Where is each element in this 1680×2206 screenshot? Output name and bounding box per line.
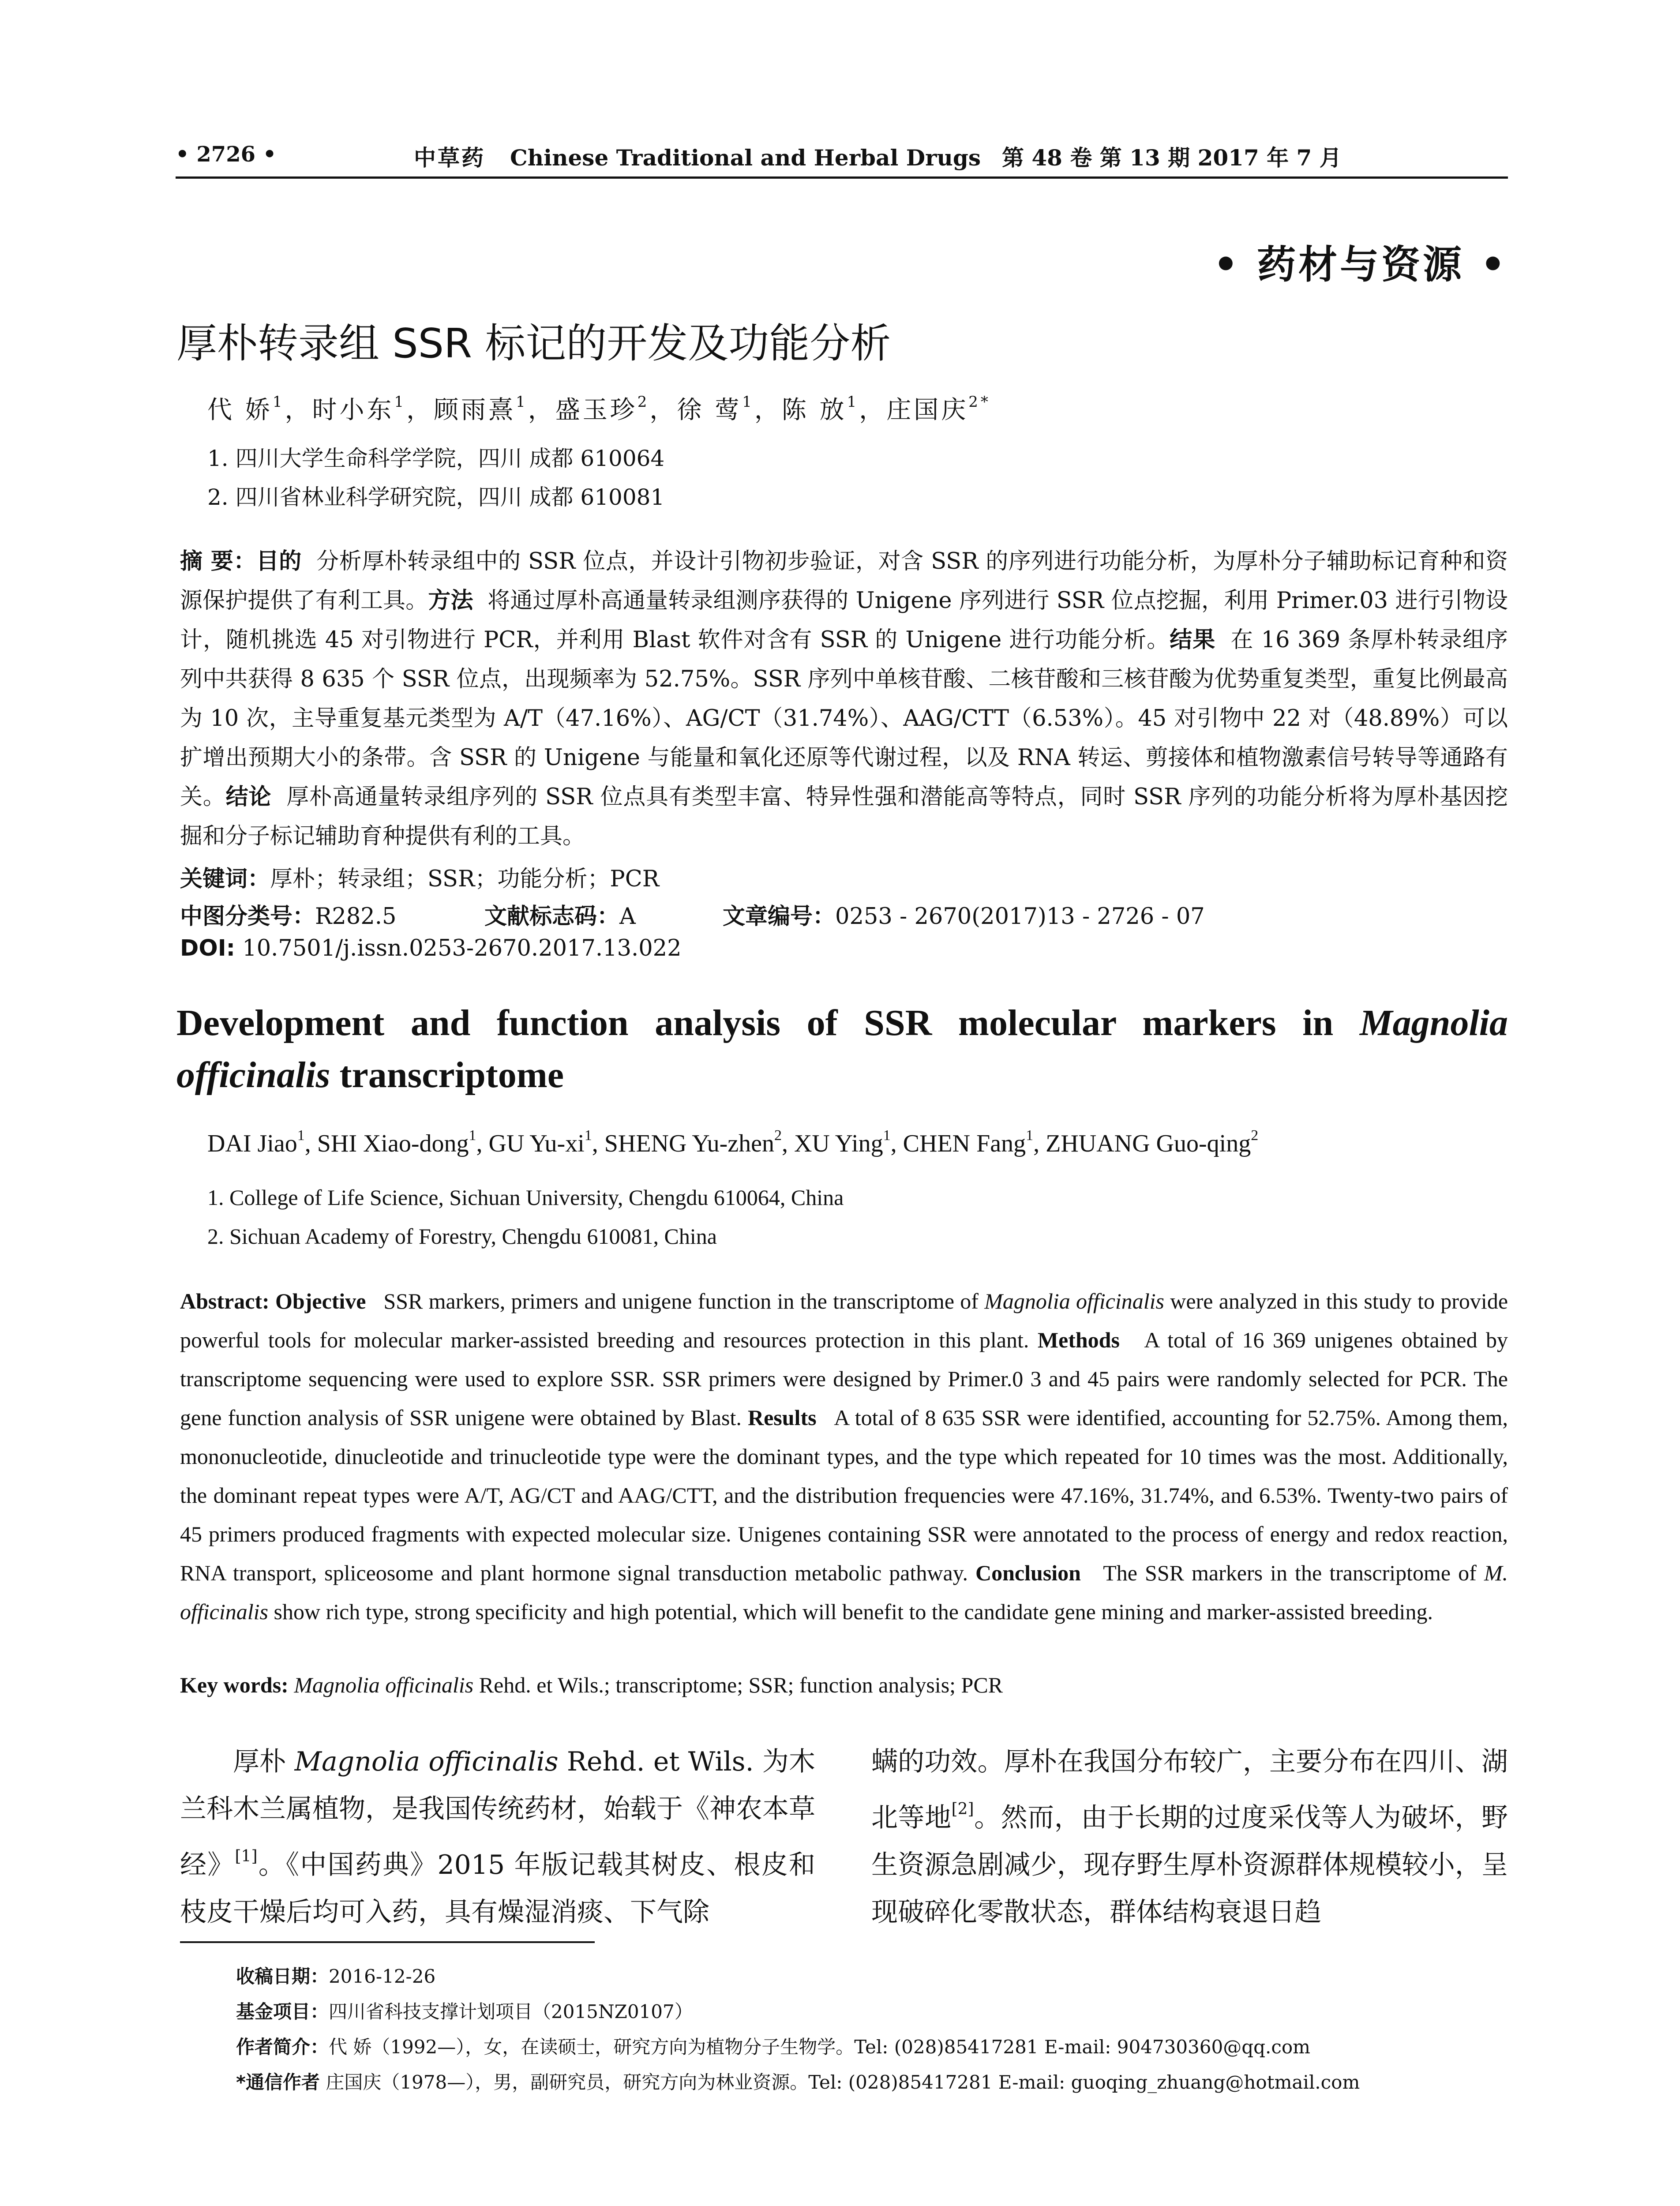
footnote-text: 代 娇（1992—），女，在读硕士，研究方向为植物分子生物学。Tel: (028)85417281 E-mail: 904730360@qq.com <box>329 2036 1310 2058</box>
author-aff: 2* <box>968 393 991 411</box>
author-zh: 盛玉珍 <box>555 396 638 424</box>
journal-line <box>414 140 1342 172</box>
author-en: ZHUANG Guo-qing <box>1046 1130 1251 1157</box>
abstract-en <box>180 1282 1508 1631</box>
authors-zh: 代 娇$^1$，时小东$^1$，顾雨熹$^1$，盛玉珍$^2$，徐 莺$^1$，陈 放$^1$，庄国庆$^{2*}$ <box>207 393 991 424</box>
footnote-text: 四川省科技支撑计划项目（2015NZ0107） <box>329 2001 693 2022</box>
page-number: • 2726 • <box>176 142 277 167</box>
author-aff: 2 <box>637 393 650 411</box>
keywords-text: 厚朴；转录组；SSR；功能分析；PCR <box>270 866 660 892</box>
title-en-part: Development and function analysis of SSR molecular markers in <box>176 1002 1360 1043</box>
results-label: Results <box>747 1405 817 1430</box>
author-aff: 2 <box>1251 1127 1259 1144</box>
conclusion-label: Conclusion <box>975 1561 1081 1585</box>
title-en <box>176 997 1508 1101</box>
running-header <box>176 140 1508 176</box>
article-no-label: 文章编号： <box>723 904 836 930</box>
results-text: 在 16 369 条厚朴转录组序列中共获得 8 635 个 SSR 位点，出现频率为 52.75%。SSR 序列中单核苷酸、二核苷酸和三核苷酸为优势重复类型，重复比例最高为 10 次，主导重复基元类型为 A/T（47.16%）、AG/CT（31.74%）、AAG/CTT（6.53%）。45 对引物中 22 对（48.89%）可以扩增出预期大小的条带。含 SSR 的 Unigene 与能量和氧化还原等代谢过程，以及 RNA 转运、剪接体和植物激素信号转导等通路有关。 <box>180 627 1508 810</box>
body-text: 。《中国药典》2015 年版记载其树皮、根皮和枝皮干燥后均可入药，具有燥湿消痰、下气除 <box>180 1850 815 1928</box>
clc-value: R282.5 <box>315 904 397 930</box>
title-en-part: transcriptome <box>330 1054 564 1095</box>
methods-label: Methods <box>1037 1328 1120 1352</box>
footnote-corresponding <box>236 2065 1360 2100</box>
author-aff: 1 <box>272 393 285 411</box>
affiliation-zh: 2. 四川省林业科学研究院，四川 成都 610081 <box>207 484 665 510</box>
footnote-label: 收稿日期： <box>236 1966 329 1987</box>
footnote-text: 庄国庆（1978—），男，副研究员，研究方向为林业资源。Tel: (028)85417281 E-mail: guoqing_zhuang@hotmail.com <box>319 2071 1360 2093</box>
author-en: GU Yu-xi <box>488 1130 585 1157</box>
author-en: XU Ying <box>794 1130 883 1157</box>
doc-code-value: A <box>619 904 636 930</box>
affiliations-zh <box>207 439 664 517</box>
body-column-right <box>871 1738 1508 1936</box>
affiliation-en: 1. College of Life Science, Sichuan University, Chengdu 610064, China <box>207 1185 844 1210</box>
citation-ref[interactable]: [2] <box>951 1800 974 1818</box>
author-aff: 1 <box>883 1127 891 1144</box>
authors-en: DAI Jiao$^1$, SHI Xiao-dong$^1$, GU $Yu-xi^1$, SHENG Yu-zhen$^2$, XU Ying$^1$, CHEN Fang$^1$, ZHUANG Guo-qing$^2$ <box>207 1127 1259 1157</box>
body-text: 。然而，由于长期的过度采伐等人为破坏，野生资源急剧减少，现存野生厚朴资源群体规模较小，呈现破碎化零散状态，群体结构衰退日趋 <box>871 1802 1508 1928</box>
header-rule <box>176 176 1508 179</box>
affiliation-zh: 1. 四川大学生命科学学院，四川 成都 610064 <box>207 446 665 471</box>
author-aff: 1 <box>469 1127 476 1144</box>
author-aff: 1 <box>394 393 407 411</box>
affiliation-en: 2. Sichuan Academy of Forestry, Chengdu 610081, China <box>207 1224 717 1249</box>
affiliations-en <box>207 1178 844 1256</box>
classification-row <box>180 898 1508 930</box>
author-aff: 2 <box>774 1127 782 1144</box>
species-name: M. officinalis <box>180 1561 1508 1624</box>
article-no-value: 0253 - 2670(2017)13 - 2726 - 07 <box>835 904 1205 930</box>
objective-label: 目的 <box>256 548 302 574</box>
species-name: Magnolia officinalis <box>294 1673 474 1697</box>
issue-info: 第 48 卷 第 13 期 2017 年 7 月 <box>1001 145 1342 171</box>
author-zh: 徐 莺 <box>677 396 742 424</box>
body-text: 螨的功效。厚朴在我国分布较广，主要分布在四川、湖北等地 <box>871 1746 1508 1833</box>
conclusion-text: 厚朴高通量转录组序列的 SSR 位点具有类型丰富、特异性强和潜能高等特点，同时 SSR 序列的功能分析将为厚朴基因挖掘和分子标记辅助育种提供有利的工具。 <box>180 784 1508 849</box>
section-tag: • 药材与资源 • <box>1213 241 1508 287</box>
keywords-label: Key words: <box>180 1673 289 1697</box>
citation-ref[interactable]: [1] <box>235 1847 258 1865</box>
footnote-label: *通信作者 <box>236 2071 320 2093</box>
author-en: SHENG Yu-zhen <box>604 1130 774 1157</box>
doi-value: 10.7501/j.issn.0253-2670.2017.13.022 <box>242 935 682 961</box>
author-zh: 庄国庆 <box>886 396 969 424</box>
species-name: Magnolia officinalis <box>984 1289 1164 1313</box>
author-zh: 代 娇 <box>207 396 273 424</box>
journal-name-en: Chinese Traditional and Herbal Drugs <box>510 145 981 171</box>
methods-label: 方法 <box>428 588 473 614</box>
keywords-text: Rehd. et Wils.; transcriptome; SSR; function analysis; PCR <box>473 1673 1003 1697</box>
footnote-fund <box>236 1994 1360 2030</box>
footnote-text: 2016-12-26 <box>329 1966 436 1987</box>
footnote-label: 基金项目： <box>236 2001 329 2022</box>
author-zh: 时小东 <box>312 396 394 424</box>
author-aff: 1 <box>584 1127 592 1144</box>
footnote-label: 作者简介： <box>236 2036 329 2058</box>
body-text: Rehd. et Wils. 为木兰科木兰属植物，是我国传统药材，始载于《神农本草经》 <box>180 1746 816 1880</box>
abstract-zh <box>180 542 1508 856</box>
title-zh: 厚朴转录组 SSR 标记的开发及功能分析 <box>176 320 891 367</box>
author-aff: 1 <box>516 393 528 411</box>
body-text: 厚朴 <box>233 1746 295 1777</box>
author-aff: 1 <box>847 393 859 411</box>
abstract-label: 摘 要： <box>180 548 256 574</box>
doi-label: DOI: <box>180 935 236 961</box>
methods-text: 将通过厚朴高通量转录组测序获得的 Unigene 序列进行 SSR 位点挖掘，利用 Primer.03 进行引物设计，随机挑选 45 对引物进行 PCR，并利用 Blast 软件对含有 SSR 的 Unigene 进行功能分析。 <box>180 588 1508 653</box>
results-label: 结果 <box>1170 627 1216 653</box>
title-en-species: Magnolia officinalis <box>176 1002 1508 1095</box>
author-en: DAI Jiao <box>207 1130 297 1157</box>
author-aff: 1 <box>742 393 754 411</box>
author-zh: 陈 放 <box>781 396 847 424</box>
objective-text: SSR markers, primers and unigene function in the transcriptome of <box>383 1289 985 1313</box>
objective-text: 分析厚朴转录组中的 SSR 位点，并设计引物初步验证，对含 SSR 的序列进行功能分析，为厚朴分子辅助标记育种和资源保护提供了有利工具。 <box>180 548 1508 614</box>
results-text: A total of 8 635 SSR were identified, accounting for 52.75%. Among them, mononucleotide, dinucleotide and trinucleotide type were the dominant types, and the type which repeated for 10 times was the most. Additionally, the dominant repeat types were A/T, AG/CT and AAG/CTT, and the distribution frequencies were 47.16%, 31.74%, and 6.53%. Twenty-two pairs of 45 primers produced fragments with expected molecular size. Unigenes containing SSR were annotated to the process of energy and redox reaction, RNA transport, spliceosome and plant hormone signal transduction metabolic pathway. <box>180 1405 1508 1585</box>
conclusion-text: The SSR markers in the transcriptome of <box>1103 1561 1484 1585</box>
abstract-label: Abstract: <box>180 1289 270 1313</box>
keywords-en <box>180 1672 1003 1698</box>
objective-label: Objective <box>275 1289 366 1313</box>
keywords-zh <box>180 860 659 893</box>
keywords-label: 关键词： <box>180 866 270 892</box>
author-en: SHI Xiao-dong <box>317 1130 469 1157</box>
author-aff: 1 <box>1026 1127 1034 1144</box>
footnotes <box>236 1959 1360 2100</box>
doi-row <box>180 935 682 961</box>
author-zh: 顾雨熹 <box>434 396 516 424</box>
methods-text: A total of 16 369 unigenes obtained by transcriptome sequencing were used to explore SSR. SSR primers were designed by Primer.0 3 and 45 pairs were randomly selected for PCR. The gene function analysis of SSR unigene were obtained by Blast. <box>180 1328 1508 1430</box>
body-column-left <box>180 1738 815 1936</box>
species-name: Magnolia officinalis <box>294 1746 559 1777</box>
doc-code-label: 文献标志码： <box>484 904 620 930</box>
conclusion-text: show rich type, strong specificity and high potential, which will benefit to the candidate gene mining and marker-assisted breeding. <box>268 1599 1433 1624</box>
author-en: CHEN Fang <box>903 1130 1026 1157</box>
conclusion-label: 结论 <box>225 784 272 810</box>
footnote-author <box>236 2030 1360 2065</box>
clc-label: 中图分类号： <box>180 904 315 930</box>
footnote-rule <box>180 1941 595 1943</box>
objective-text: were analyzed in this study to provide powerful tools for molecular marker-assisted breeding and resources protection in this plant. <box>180 1289 1508 1352</box>
footnote-received <box>236 1959 1360 1994</box>
author-aff: 1 <box>297 1127 305 1144</box>
journal-name-zh: 中草药 <box>414 145 485 171</box>
